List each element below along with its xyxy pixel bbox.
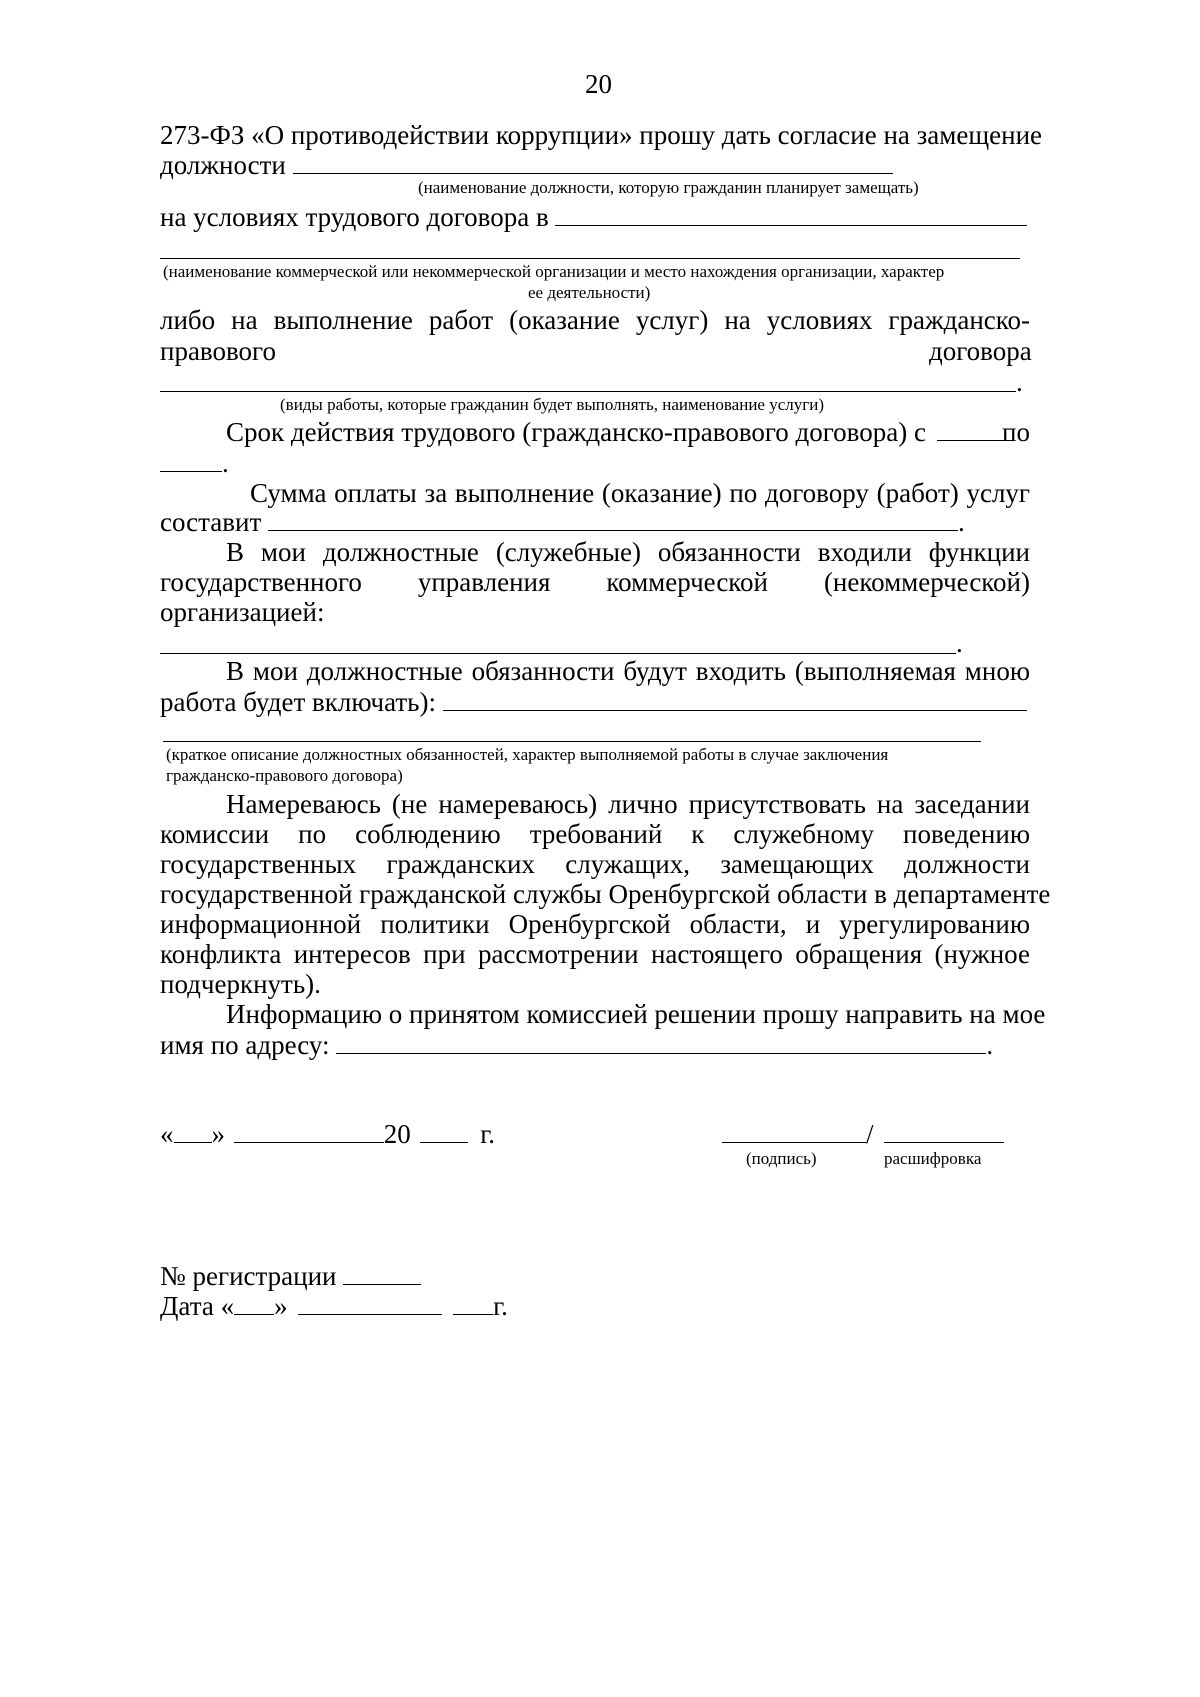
p1-line5-left: правового (160, 336, 276, 366)
duties-past-line3: организацией: (160, 597, 325, 627)
p1-line3 (160, 201, 1027, 233)
info-line2 (160, 1029, 993, 1061)
day-blank[interactable] (174, 1118, 212, 1143)
registration-day-blank[interactable] (234, 1290, 274, 1315)
duties-past-line2: государственного управления коммерческой (некоммерческой) (160, 567, 1030, 597)
sum-label: составит (160, 507, 262, 537)
duties-past-blank[interactable] (160, 653, 956, 654)
info-line2-end: . (986, 1030, 994, 1060)
registration-date-close: » (274, 1291, 288, 1321)
caption-organization-1: (наименование коммерческой или некоммерческой организации и место нахождения организации, характер (163, 262, 945, 281)
caption-duties-2: гражданско-правового договора) (166, 766, 403, 785)
sum-line2-end: . (958, 507, 965, 537)
term-to-label: по (1002, 417, 1030, 447)
caption-works: (виды работы, которые гражданин будет выполнять, наименование услуги) (280, 395, 824, 414)
intent-line6: конфликта интересов при рассмотрении настоящего обращения (нужное (160, 939, 1030, 969)
term-line2 (160, 447, 229, 479)
intent-line5: информационной политики Оренбургской области, и урегулированию (160, 909, 1030, 939)
registration-date (160, 1290, 508, 1322)
organization-blank-line2[interactable] (160, 258, 1020, 259)
registration-number (160, 1260, 421, 1292)
year-blank[interactable] (420, 1118, 468, 1143)
p1-line1: 273-ФЗ «О противодействии коррупции» прошу дать согласие на замещение (160, 120, 1043, 150)
works-blank[interactable] (160, 391, 1016, 392)
caption-position: (наименование должности, которую гражданин планирует замещать) (418, 178, 919, 197)
caption-decode: расшифровка (884, 1149, 982, 1168)
sum-line2 (160, 506, 965, 538)
intent-line2: комиссии по соблюдению требований к служебному поведению (160, 819, 1030, 849)
term-to-blank[interactable] (160, 447, 222, 472)
month-blank[interactable] (234, 1118, 384, 1143)
signature-slash: / (866, 1119, 874, 1149)
organization-blank[interactable] (555, 201, 1027, 226)
registration-date-suffix: г. (493, 1291, 508, 1321)
sum-blank[interactable] (268, 506, 958, 531)
p1-line5-right: договора (929, 336, 1032, 366)
page-number: 20 (585, 69, 612, 99)
signature-blank[interactable] (722, 1118, 866, 1143)
registration-number-label: № регистрации (160, 1261, 337, 1291)
signature-line (722, 1118, 1004, 1150)
registration-number-blank[interactable] (343, 1260, 421, 1285)
p1-line6-end: . (1016, 367, 1023, 397)
decode-blank[interactable] (884, 1118, 1004, 1143)
intent-line3: государственных гражданских служащих, замещающих должности (160, 849, 1030, 879)
registration-year-blank[interactable] (453, 1290, 493, 1315)
quote-close: » (211, 1119, 225, 1149)
intent-line1: Намереваюсь (не намереваюсь) лично присутствовать на заседании (226, 789, 1030, 819)
duties-future-blank[interactable] (443, 686, 1027, 711)
position-label: должности (160, 150, 286, 180)
duties-future-line1: В мои должностные обязанности будут входить (выполняемая мною (226, 656, 1030, 686)
caption-duties-1: (краткое описание должностных обязанностей, характер выполняемой работы в случае заключения (166, 745, 889, 764)
quote-open: « (160, 1119, 174, 1149)
contract-label: на условиях трудового договора в (160, 202, 549, 232)
year-prefix: 20 (383, 1119, 411, 1149)
duties-future-blank-line2[interactable] (163, 741, 981, 742)
signature-date (160, 1118, 495, 1150)
intent-line7: подчеркнуть). (160, 969, 321, 999)
term-text: Срок действия трудового (гражданско-правового договора) с (226, 417, 926, 447)
duties-past-line4-end: . (956, 628, 963, 658)
position-blank[interactable] (293, 149, 893, 174)
registration-month-blank[interactable] (298, 1290, 442, 1315)
caption-organization-2: ее деятельности) (528, 283, 651, 302)
address-blank[interactable] (336, 1029, 986, 1054)
year-suffix: г. (480, 1119, 496, 1149)
intent-line4: государственной гражданской службы Оренбургской области в департаменте (160, 879, 1051, 909)
duties-future-line2 (160, 686, 1027, 718)
info-line1: Информацию о принятом комиссией решении прошу направить на мое (226, 999, 1046, 1029)
registration-date-label: Дата « (160, 1291, 235, 1321)
info-label: имя по адресу: (160, 1030, 330, 1060)
duties-past-line1: В мои должностные (служебные) обязанности входили функции (226, 537, 1030, 567)
term-line2-end: . (222, 448, 229, 478)
sum-line1: Сумма оплаты за выполнение (оказание) по договору (работ) услуг (250, 478, 1030, 508)
caption-signature: (подпись) (746, 1149, 817, 1168)
p1-line2 (160, 149, 893, 181)
duties-future-label: работа будет включать): (160, 687, 436, 717)
term-line1 (226, 416, 1013, 448)
p1-line4: либо на выполнение работ (оказание услуг) на условиях гражданско- (160, 305, 1030, 335)
